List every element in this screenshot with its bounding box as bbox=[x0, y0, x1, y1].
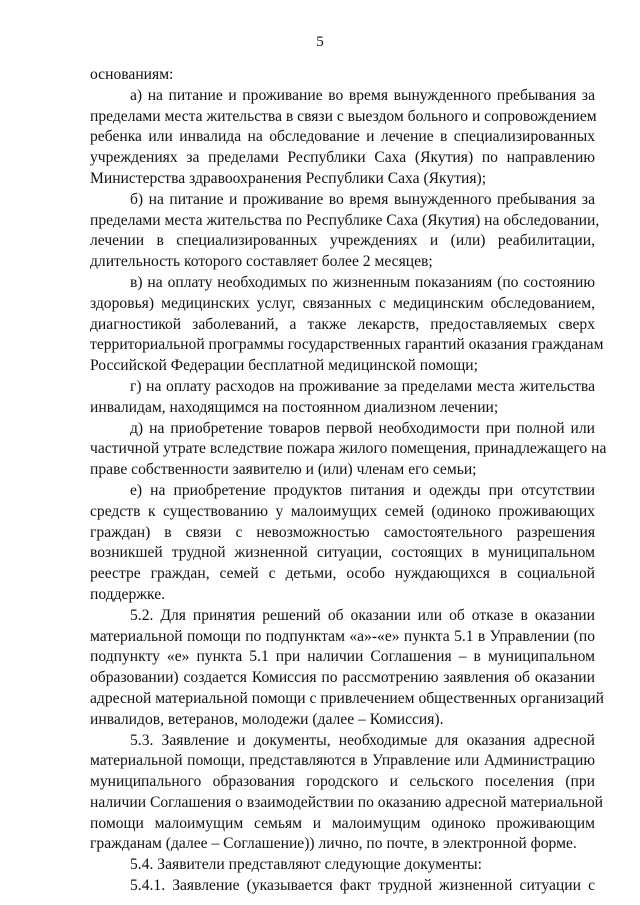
text-line: основаниям: bbox=[90, 66, 174, 83]
paragraph bbox=[90, 65, 595, 86]
text-line: территориальной программы государственных гарантий оказания гражданам bbox=[90, 336, 604, 354]
text-line: поддержке. bbox=[90, 585, 166, 603]
text-line: б) на питание и проживание во время вынужденного пребывания за bbox=[130, 190, 595, 208]
text-line: 5.2. Для принятия решений об оказании или об отказе в оказании bbox=[130, 606, 595, 624]
text-line: диагностикой заболеваний, а также лекарств, предоставляемых сверх bbox=[90, 315, 595, 333]
text-line: помощи малоимущим семьям и малоимущим одиноко проживающим bbox=[90, 814, 595, 832]
text-line: граждан) в связи с невозможностью самостоятельного разрешения bbox=[90, 523, 595, 541]
text-line: инвалидам, находящимся на постоянном диализном лечении; bbox=[90, 398, 499, 416]
page-number: 5 bbox=[316, 34, 324, 50]
text-line: реестре граждан, семей с детьми, особо нуждающихся в социальной bbox=[90, 565, 595, 583]
text-line: материальной помощи, представляются в Управление или Администрацию bbox=[90, 752, 595, 770]
text-line: учреждениях за пределами Республики Саха (Якутия) по направлению bbox=[90, 149, 595, 167]
text-line: ребенка или инвалида на обследование и лечение в специализированных bbox=[90, 128, 595, 146]
paragraph bbox=[90, 273, 604, 377]
text-line: длительность которого составляет более 2 месяцев; bbox=[90, 253, 433, 271]
text-line: д) на приобретение товаров первой необходимости при полной или bbox=[130, 419, 595, 437]
text-line: образовании) создается Комиссия по рассмотрению заявления об оказании bbox=[90, 669, 595, 687]
text-line: Министерства здравоохранения Республики Саха (Якутия); bbox=[90, 169, 487, 187]
text-line: наличии Соглашения о взаимодействии по оказанию адресной материальной bbox=[90, 793, 604, 811]
paragraph bbox=[90, 419, 607, 481]
text-line: г) на оплату расходов на проживание за пределами места жительства bbox=[130, 377, 595, 395]
text-line: инвалидов, ветеранов, молодежи (далее – Комиссия). bbox=[90, 710, 444, 728]
paragraph bbox=[90, 86, 595, 190]
text-line: муниципального образования городского и сельского поселения (при bbox=[90, 773, 595, 791]
text-line: 5.3. Заявление и документы, необходимые для оказания адресной bbox=[130, 731, 595, 749]
text-line: лечении в специализированных учреждениях и (или) реабилитации, bbox=[90, 232, 595, 250]
text-line: 5.4.1. Заявление (указывается факт трудной жизненной ситуации с bbox=[130, 877, 595, 895]
paragraph bbox=[90, 190, 600, 273]
text-line: пределами места жительства по Республике Саха (Якутия) на обследовании, bbox=[90, 211, 600, 229]
paragraph bbox=[90, 731, 604, 856]
paragraph bbox=[90, 377, 595, 419]
document-body bbox=[90, 65, 607, 897]
paragraph bbox=[90, 481, 595, 606]
text-line: подпункту «е» пункта 5.1 при наличии Соглашения – в муниципальном bbox=[90, 648, 595, 666]
text-line: в) на оплату необходимых по жизненным показаниям (по состоянию bbox=[130, 273, 595, 291]
text-line: здоровья) медицинских услуг, связанных с медицинским обследованием, bbox=[90, 294, 595, 312]
paragraph bbox=[90, 606, 604, 731]
paragraph bbox=[90, 876, 595, 897]
text-line: средств к существованию у малоимущих семей (одиноко проживающих bbox=[90, 502, 595, 520]
text-line: материальной помощи по подпунктам «а»-«е» пункта 5.1 в Управлении (по bbox=[90, 627, 595, 645]
text-line: возникшей трудной жизненной ситуации, состоящих в муниципальном bbox=[90, 544, 595, 562]
text-line: праве собственности заявителю и (или) членам его семьи; bbox=[90, 461, 477, 479]
text-line: е) на приобретение продуктов питания и одежды при отсутствии bbox=[130, 481, 595, 499]
text-line: Российской Федерации бесплатной медицинской помощи; bbox=[90, 357, 478, 375]
text-line: частичной утрате вследствие пожара жилого помещения, принадлежащего на bbox=[90, 440, 607, 458]
text-line: адресной материальной помощи с привлечением общественных организаций bbox=[90, 689, 604, 707]
paragraph bbox=[90, 855, 595, 876]
text-line: а) на питание и проживание во время вынужденного пребывания за bbox=[130, 86, 595, 104]
text-line: пределами места жительства в связи с выездом больного и сопровождением bbox=[90, 107, 597, 125]
text-line: гражданам (далее – Соглашение)) лично, по почте, в электронной форме. bbox=[90, 835, 577, 853]
text-line: 5.4. Заявители представляют следующие документы: bbox=[130, 856, 482, 874]
